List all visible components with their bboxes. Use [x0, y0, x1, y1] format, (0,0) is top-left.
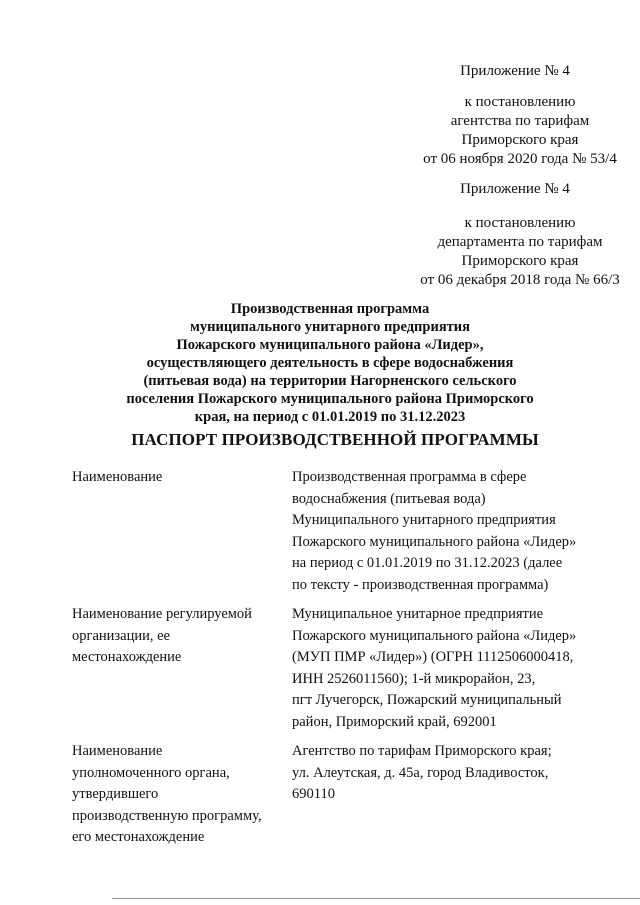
row-value-line: район, Приморский край, 692001 [292, 713, 497, 730]
row-value-line: Агентство по тарифам Приморского края; [292, 743, 552, 759]
appendix-block-2 [380, 180, 640, 199]
appendix-line: Приморского края [461, 132, 579, 148]
program-title-line: осуществляющего деятельность в сфере водоснабжения [146, 355, 514, 371]
appendix-line: Приморского края [461, 253, 579, 269]
program-title-line: края, на период с 01.01.2019 по 31.12.2023 [194, 409, 466, 425]
appendix-date-line: от 06 ноября 2020 года № 53/4 [423, 151, 617, 167]
row-value-line: 690110 [292, 786, 335, 802]
row-label-line: организации, ее [72, 627, 170, 644]
row-value-line: ИНН 2526011560); 1-й микрорайон, 23, [292, 670, 536, 687]
appendix-resolution-1 [360, 93, 640, 169]
row-value [292, 467, 612, 596]
row-value-line: Муниципального унитарного предприятия [292, 512, 556, 528]
row-label [72, 604, 287, 669]
row-value-line: Пожарского муниципального района «Лидер» [292, 533, 577, 550]
row-value-line: пгт Лучегорск, Пожарский муниципальный [292, 692, 562, 708]
row-label-line: производственную программу, [72, 807, 262, 824]
appendix-line: к постановлению [464, 215, 576, 231]
program-title-line: муниципального унитарного предприятия [190, 319, 470, 335]
passport-heading: ПАСПОРТ ПРОИЗВОДСТВЕННОЙ ПРОГРАММЫ [131, 430, 539, 449]
appendix-block-1 [380, 62, 640, 81]
row-value-line: ул. Алеутская, д. 45а, город Владивосток, [292, 764, 549, 781]
program-title-line: поселения Пожарского муниципального района Приморского [126, 391, 534, 407]
row-value-line: водоснабжения (питьевая вода) [292, 490, 486, 507]
row-label-line: местонахождение [72, 649, 182, 665]
row-label-line: Наименование [72, 743, 163, 759]
row-label-line: утвердившего [72, 786, 159, 802]
row-value-line: Муниципальное унитарное предприятие [292, 606, 544, 622]
row-label-line: Наименование регулируемой [72, 606, 252, 622]
row-value [292, 604, 612, 733]
row-label-line: его местонахождение [72, 829, 205, 845]
program-title-line: (питьевая вода) на территории Нагорненского сельского [143, 373, 517, 389]
appendix-title: Приложение № 4 [460, 181, 570, 197]
row-value-line: по тексту - производственная программа) [292, 576, 549, 593]
program-title-line: Пожарского муниципального района «Лидер», [176, 337, 484, 353]
row-label-line: уполномоченного органа, [72, 764, 230, 781]
page-bottom-rule [112, 898, 640, 899]
appendix-line: к постановлению [464, 94, 576, 110]
row-label-line: Наименование [72, 469, 163, 485]
appendix-date-line: от 06 декабря 2018 года № 66/3 [420, 272, 620, 288]
row-value-line: Производственная программа в сфере [292, 469, 527, 485]
row-value-line: Пожарского муниципального района «Лидер» [292, 627, 577, 644]
row-value-line: на период с 01.01.2019 по 31.12.2023 (далее [292, 555, 563, 571]
row-value-line: (МУП ПМР «Лидер») (ОГРН 1112506000418, [292, 649, 574, 665]
appendix-title: Приложение № 4 [460, 63, 570, 79]
program-title-line: Производственная программа [230, 301, 430, 317]
row-label [72, 467, 287, 489]
row-value [292, 741, 612, 806]
appendix-line: агентства по тарифам [450, 113, 590, 129]
appendix-line: департамента по тарифам [437, 234, 603, 250]
program-title [120, 300, 540, 426]
appendix-resolution-2 [360, 214, 640, 290]
row-label [72, 741, 287, 849]
